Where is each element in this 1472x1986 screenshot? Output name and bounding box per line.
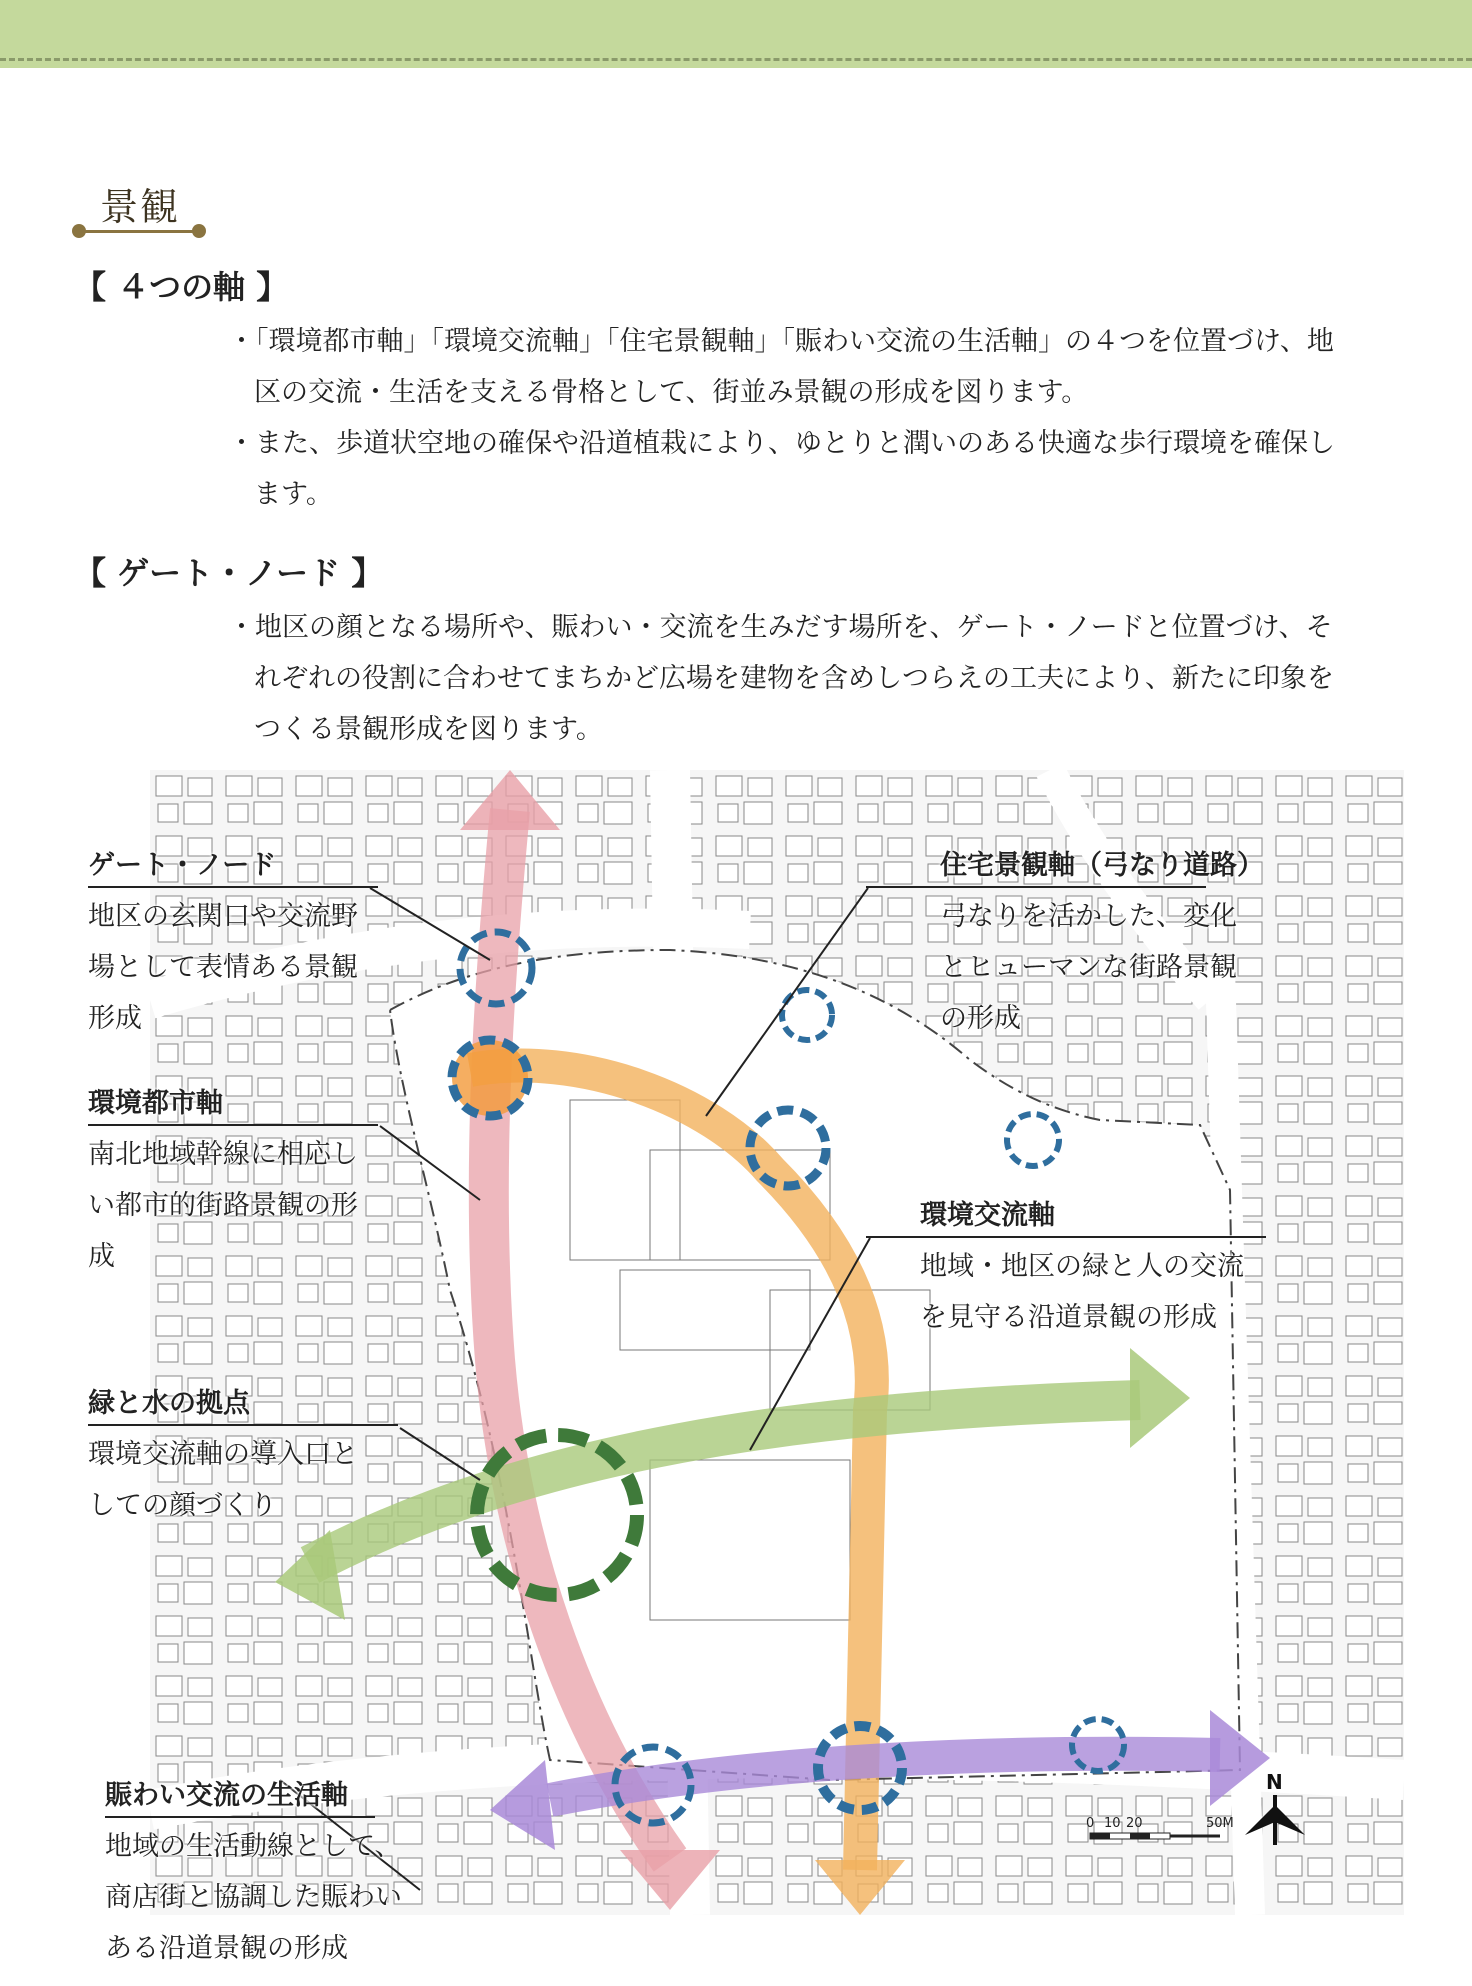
gate-paragraph bbox=[228, 602, 1348, 755]
callout-gate-node bbox=[88, 840, 418, 1044]
callout-env-city-axis-title: 環境都市軸 bbox=[88, 1088, 223, 1119]
scale-label-0: 0 bbox=[1086, 1816, 1095, 1831]
axes-paragraph bbox=[228, 316, 1348, 520]
callout-green-water-title: 緑と水の拠点 bbox=[88, 1388, 250, 1419]
callout-residential-axis-title: 住宅景観軸（弓なり道路） bbox=[940, 850, 1264, 881]
callout-gate-node-underline bbox=[88, 886, 378, 888]
callout-lively-axis-underline bbox=[105, 1816, 375, 1818]
callout-gate-node-text: 地区の玄関口や交流野 場として表情ある景観 形成 bbox=[88, 901, 358, 1034]
callout-lively-axis-title: 賑わい交流の生活軸 bbox=[105, 1780, 348, 1811]
top-banner bbox=[0, 0, 1472, 68]
title-underline-dot-right bbox=[192, 224, 206, 238]
callout-green-water-underline bbox=[88, 1424, 398, 1426]
callout-green-water-text: 環境交流軸の導入口と しての顔づくり bbox=[88, 1439, 358, 1521]
callout-residential-axis-text: 弓なりを活かした、変化 とヒューマンな街路景観 の形成 bbox=[940, 901, 1237, 1034]
axes-bullet-1: ・「環境都市軸」「環境交流軸」「住宅景観軸」「賑わい交流の生活軸」の４つを位置づけ、地区の交流・生活を支える骨格として、街並み景観の形成を図ります。 bbox=[228, 326, 1334, 408]
section-title: 景観 bbox=[100, 185, 181, 229]
callout-env-city-axis bbox=[88, 1078, 418, 1282]
callout-lively-axis-text: 地域の生活動線として、 商店街と協調した賑わい ある沿道景観の形成 bbox=[105, 1831, 402, 1964]
north-label: N bbox=[1266, 1770, 1283, 1794]
banner-dashed-line bbox=[0, 58, 1472, 61]
scale-label-10: 10 bbox=[1104, 1816, 1121, 1831]
callout-env-exchange-axis-underline bbox=[866, 1236, 1266, 1238]
landscape-map bbox=[88, 770, 1404, 1964]
scale-label-50m: 50M bbox=[1206, 1816, 1234, 1831]
callout-env-city-axis-text: 南北地域幹線に相応し い都市的街路景観の形 成 bbox=[88, 1139, 358, 1272]
callout-env-city-axis-underline bbox=[88, 1124, 378, 1126]
callout-env-exchange-axis-text: 地域・地区の緑と人の交流 を見守る沿道景観の形成 bbox=[920, 1251, 1244, 1333]
title-underline-dot-left bbox=[72, 224, 86, 238]
gate-bullet-1: ・地区の顔となる場所や、賑わい・交流を生みだす場所を、ゲート・ノードと位置づけ、それぞれの役割に合わせてまちかど広場を建物を含めしつらえの工夫により、新たに印象をつくる景観形成を図ります。 bbox=[228, 612, 1334, 745]
gate-heading: 【 ゲート・ノード 】 bbox=[74, 554, 384, 592]
callout-env-exchange-axis-title: 環境交流軸 bbox=[920, 1200, 1055, 1231]
callout-gate-node-title: ゲート・ノード bbox=[88, 850, 277, 881]
callout-lively-axis bbox=[105, 1770, 465, 1974]
callout-env-exchange-axis bbox=[920, 1190, 1340, 1343]
callout-residential-axis bbox=[940, 840, 1340, 1044]
callout-green-water bbox=[88, 1378, 428, 1531]
scale-label-20: 20 bbox=[1126, 1816, 1143, 1831]
title-underline bbox=[80, 230, 200, 233]
callout-residential-axis-underline bbox=[866, 886, 1206, 888]
axes-bullet-2: ・また、歩道状空地の確保や沿道植栽により、ゆとりと潤いのある快適な歩行環境を確保します。 bbox=[228, 428, 1335, 510]
axes-heading: 【 ４つの軸 】 bbox=[74, 268, 289, 306]
